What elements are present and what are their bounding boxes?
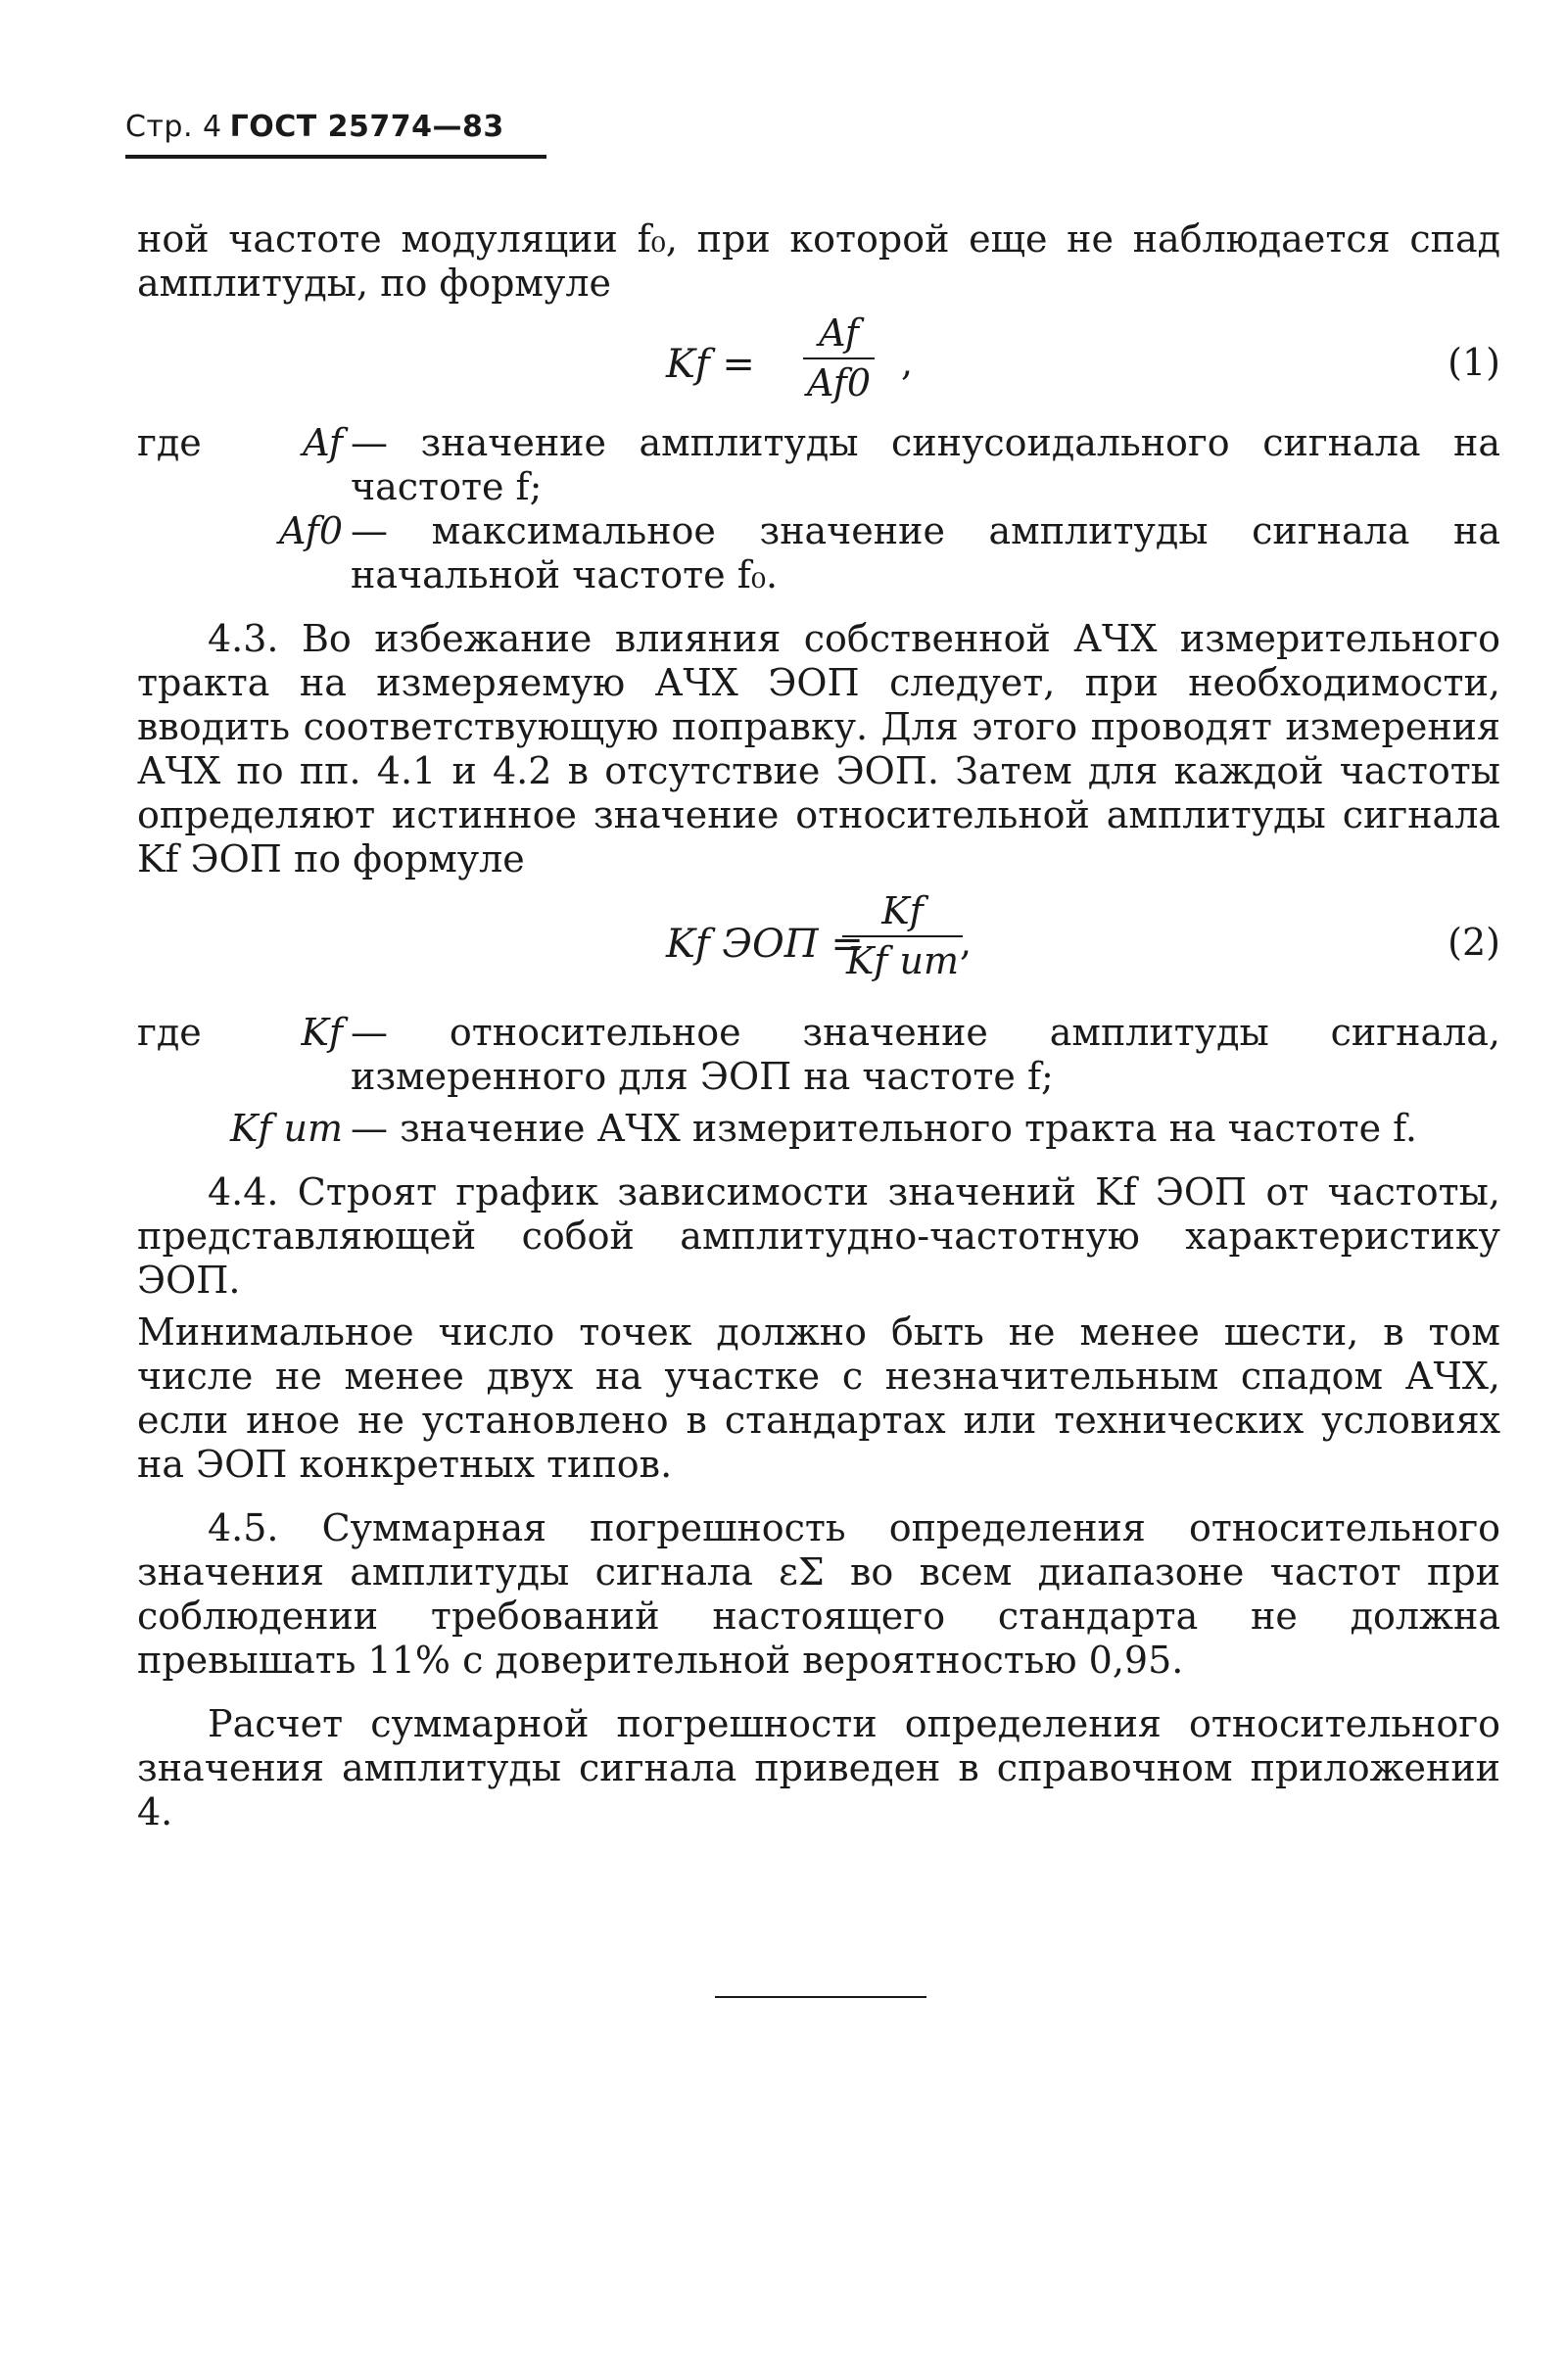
where-block-1 xyxy=(137,421,1500,597)
where-word: где xyxy=(137,1011,202,1054)
formula-1-numerator: Af xyxy=(819,311,859,355)
where-1-item-2 xyxy=(137,509,1500,597)
where-2-item-2 xyxy=(137,1107,1500,1151)
page-number: Стр. 4 xyxy=(125,110,222,144)
where-word: где xyxy=(137,421,202,464)
formula-1-number: (1) xyxy=(1447,341,1500,384)
where-1-symbol-2: Af0 xyxy=(278,509,343,552)
fraction-bar xyxy=(842,935,963,937)
formula-2-lhs: Kf ЭОП = xyxy=(666,922,864,967)
formula-2-fraction xyxy=(842,889,963,983)
end-rule xyxy=(715,1996,926,1998)
formula-1-comma: , xyxy=(901,341,914,384)
paragraph-4-3: 4.3. Во избежание влияния собственной АЧХ измерительного тракта на измеряемую АЧХ ЭОП следует, при необходимости, вводить соответствующую поправку. Для этого проводят измерения АЧХ по пп. 4.1 и 4.2 в отсутствие ЭОП. Затем для каждой частоты определяют истинное значение относительной амплитуды сигнала Kf ЭОП по формуле xyxy=(137,617,1500,881)
gost-number: ГОСТ 25774—83 xyxy=(229,110,504,144)
where-block-2 xyxy=(137,1011,1500,1151)
paragraph-4-4: 4.4. Строят график зависимости значений Kf ЭОП от частоты, представляющей собой амплитудно-частотную характеристику ЭОП. xyxy=(137,1170,1500,1302)
formula-2-numerator: Kf xyxy=(881,889,924,932)
formula-2-comma: , xyxy=(960,921,973,964)
formula-1-denominator: Af0 xyxy=(807,361,872,405)
where-1-text-2: — максимальное значение амплитуды сигнала на начальной частоте f₀. xyxy=(351,509,1500,596)
where-2-text-2: — значение АЧХ измерительного тракта на частоте f. xyxy=(351,1107,1417,1150)
where-1-text-1: — значение амплитуды синусоидального сигнала на частоте f; xyxy=(351,421,1500,508)
where-2-symbol-2: Kf ит xyxy=(229,1107,343,1150)
paragraph-4-4-points: Минимальное число точек должно быть не менее шести, в том числе не менее двух на участке с незначительным спадом АЧХ, если иное не установлено в стандартах или технических условиях на ЭОП конкретных типов. xyxy=(137,1310,1500,1486)
page-header xyxy=(125,110,504,144)
where-2-text-1: — относительное значение амплитуды сигнала, измеренного для ЭОП на частоте f; xyxy=(351,1011,1500,1098)
where-2-symbol-1: Kf xyxy=(301,1011,343,1054)
where-2-item-1 xyxy=(137,1011,1500,1099)
formula-2-number: (2) xyxy=(1447,921,1500,964)
paragraph-4-5-calc: Расчет суммарной погрешности определения относительного значения амплитуды сигнала приведен в справочном приложении 4. xyxy=(137,1702,1500,1833)
formula-1-fraction xyxy=(803,311,875,405)
where-1-symbol-1: Af xyxy=(303,421,343,464)
paragraph-4-5: 4.5. Суммарная погрешность определения относительного значения амплитуды сигнала εΣ во всем диапазоне частот при соблюдении требований настоящего стандарта не должна превышать 11% с доверительной вероятностью 0,95. xyxy=(137,1506,1500,1682)
page-body xyxy=(137,217,1500,1834)
formula-2-denominator: Kf ит xyxy=(846,939,960,982)
header-rule xyxy=(125,155,546,159)
formula-2 xyxy=(137,881,1500,1011)
formula-1-lhs: Kf = xyxy=(666,342,755,387)
where-1-item-1 xyxy=(137,421,1500,509)
formula-1 xyxy=(137,306,1500,421)
intro-paragraph: ной частоте модуляции f₀, при которой еще не наблюдается спад амплитуды, по формуле xyxy=(137,217,1500,305)
fraction-bar xyxy=(803,357,875,359)
